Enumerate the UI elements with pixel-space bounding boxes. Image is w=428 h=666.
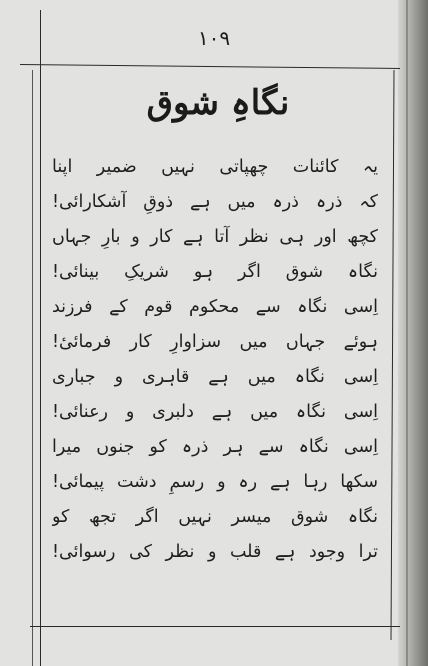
page-number: ۱۰۹ [197,26,231,50]
bottom-border-rule [30,626,400,627]
verse-line: سکھا رہا ہے رہ و رسمِ دشت پیمائی! [52,472,378,492]
page-binding-edge [398,0,428,666]
verse-line: ہوئے جہاں میں سزاوارِ کار فرمائیٔ! [52,332,378,352]
verse-line: نگاہ شوق میسر نہیں اگر تجھ کو [52,507,378,527]
verse-line: اِسی نگاہ میں ہے دلبری و رعنائی! [52,402,378,422]
binding-line [406,0,408,666]
poem-title: نگاہِ شوق [146,83,290,123]
left-margin-rule [40,10,41,666]
poem-verses [52,150,382,570]
verse-line: اِسی نگاہ سے محکوم قوم کے فرزند [52,297,378,317]
verse-line: اِسی نگاہ سے ہر ذرہ کو جنوں میرا [52,437,378,457]
left-margin-rule-outer [32,70,33,666]
verse-line: نگاہ شوق اگر ہو شریکِ بینائی! [52,262,378,282]
verse-line: اِسی نگاہ میں ہے قاہری و جباری [52,367,378,387]
verse-line: یہ کائنات چھپاتی نہیں ضمیر اپنا [52,157,378,177]
verse-line: کہ ذرہ ذرہ میں ہے ذوقِ آشکارائی! [52,192,378,212]
right-margin-rule [391,70,395,640]
top-border-rule [20,64,400,69]
verse-line: ترا وجود ہے قلب و نظر کی رسوائی! [52,542,378,562]
verse-line: کچھ اور ہی نظر آتا ہے کار و بارِ جہاں [52,227,378,247]
